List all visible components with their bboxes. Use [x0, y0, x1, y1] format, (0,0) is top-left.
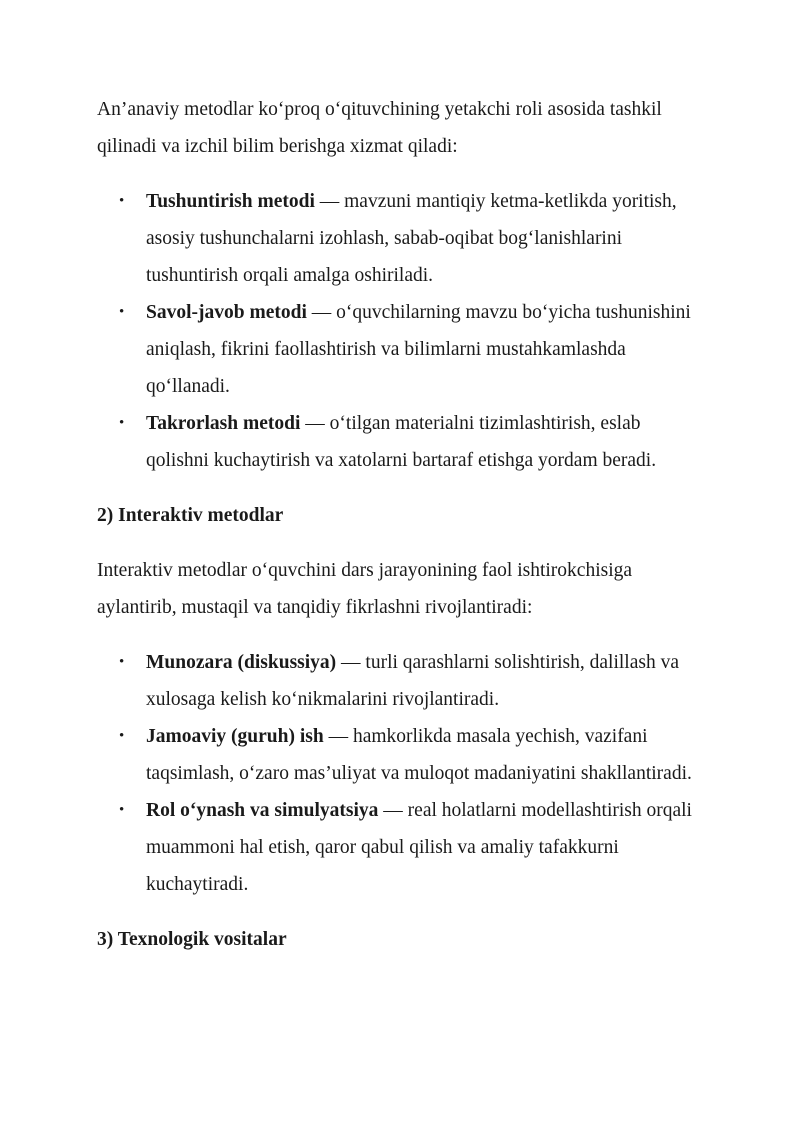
- interactive-methods-list: [97, 644, 707, 903]
- document-page: [97, 91, 707, 976]
- method-description: — mavzuni mantiqiy ketma-ketlikda yoritish, asosiy tushunchalarni izohlash, sabab-oqibat bog‘lanishlarini tushuntirish orqali amalga oshiriladi.: [146, 191, 677, 286]
- method-description: — o‘tilgan materialni tizimlashtirish, eslab qolishni kuchaytirish va xatolarni bartaraf etishga yordam beradi.: [146, 413, 657, 471]
- method-term: Jamoaviy (guruh) ish: [146, 726, 324, 747]
- method-term: Tushuntirish metodi: [146, 191, 315, 212]
- method-description: — hamkorlikda masala yechish, vazifani taqsimlash, o‘zaro mas’uliyat va muloqot madaniyatini shakllantiradi.: [146, 726, 692, 784]
- bullet-icon: •: [119, 802, 125, 818]
- bullet-icon: •: [119, 193, 125, 209]
- list-item: [97, 405, 707, 479]
- list-item: [97, 183, 707, 294]
- bullet-icon: •: [119, 654, 125, 670]
- method-description: — real holatlarni modellashtirish orqali muammoni hal etish, qaror qabul qilish va amaliy tafakkurni kuchaytiradi.: [146, 800, 692, 895]
- method-term: Munozara (diskussiya): [146, 652, 337, 673]
- method-term: Takrorlash metodi: [146, 413, 301, 434]
- intro-paragraph: An’anaviy metodlar ko‘proq o‘qituvchining yetakchi roli asosida tashkil qilinadi va izchil bilim berishga xizmat qiladi:: [97, 99, 662, 157]
- list-item: [97, 718, 707, 792]
- method-description: — turli qarashlarni solishtirish, dalillash va xulosaga kelish ko‘nikmalarini rivojlantiradi.: [146, 652, 679, 710]
- section-heading-interactive: 2) Interaktiv metodlar: [97, 505, 284, 526]
- method-term: Rol o‘ynash va simulyatsiya: [146, 800, 379, 821]
- bullet-icon: •: [119, 304, 125, 320]
- method-term: Savol-javob metodi: [146, 302, 307, 323]
- traditional-methods-list: [97, 183, 707, 479]
- bullet-icon: •: [119, 415, 125, 431]
- list-item: [97, 294, 707, 405]
- section2-paragraph: Interaktiv metodlar o‘quvchini dars jarayonining faol ishtirokchisiga aylantirib, mustaqil va tanqidiy fikrlashni rivojlantiradi:: [97, 560, 633, 618]
- list-item: [97, 792, 707, 903]
- method-description: — o‘quvchilarning mavzu bo‘yicha tushunishini aniqlash, fikrini faollashtirish va bilimlarni mustahkamlashda qo‘llanadi.: [146, 302, 691, 397]
- section-heading-technology: 3) Texnologik vositalar: [97, 929, 287, 950]
- bullet-icon: •: [119, 728, 125, 744]
- list-item: [97, 644, 707, 718]
